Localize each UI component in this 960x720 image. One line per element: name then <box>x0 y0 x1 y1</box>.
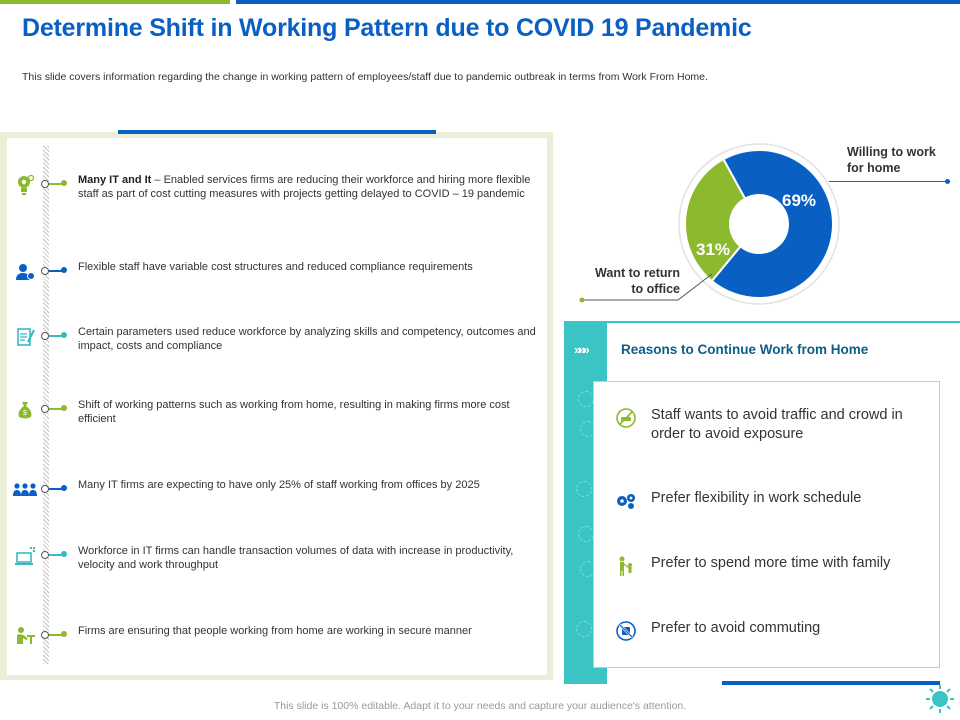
timeline-connector <box>49 335 65 337</box>
decorative-virus-icon <box>578 391 594 407</box>
list-item <box>7 544 547 584</box>
timeline-connector <box>49 183 65 185</box>
no-commute-icon <box>614 619 638 643</box>
chevrons-icon: »»» <box>574 342 587 357</box>
callout-office-line2: to office <box>631 282 680 296</box>
reason-text-line1: Staff wants to avoid traffic and crowd in <box>651 407 903 423</box>
list-item-bold: Many IT and It <box>78 174 152 186</box>
family-icon <box>614 554 638 578</box>
timeline-connector <box>49 554 65 556</box>
reason-text <box>651 406 931 444</box>
laptop-data-icon <box>13 544 37 568</box>
person-desk-icon <box>13 624 37 648</box>
list-item-text <box>78 173 538 201</box>
user-dollar-icon <box>13 260 37 284</box>
decorative-virus-icon <box>576 621 592 637</box>
timeline-dot <box>41 180 49 188</box>
reasons-top-line <box>607 321 960 323</box>
reasons-title: Reasons to Continue Work from Home <box>621 342 869 357</box>
no-car-icon <box>614 406 638 430</box>
donut-label-home: 69% <box>782 191 817 210</box>
list-item-text: Shift of working patterns such as working from home, resulting in making firms more cost efficient <box>78 399 510 425</box>
lightbulb-gear-icon <box>13 173 37 197</box>
page-title: Determine Shift in Working Pattern due to COVID 19 Pandemic <box>22 14 752 42</box>
callout-office-line1: Want to return <box>595 266 680 280</box>
list-item-text: Firms are ensuring that people working from home are working in secure manner <box>78 625 472 637</box>
timeline-dot <box>41 332 49 340</box>
reason-item <box>614 406 934 442</box>
document-pen-icon <box>13 325 37 349</box>
reason-item <box>614 489 934 525</box>
left-panel-accent <box>118 130 436 134</box>
list-item-text: Flexible staff have variable cost structures and reduced compliance requirements <box>78 261 473 273</box>
list-item-body: – Enabled services firms are reducing their workforce and hiring more flexible staff as part of cost cutting measures with projects getting delayed to COVID – 19 pandemic <box>78 174 531 200</box>
reason-text: Prefer to spend more time with family <box>651 555 891 571</box>
callout-home-dot <box>945 179 950 184</box>
decorative-virus-icon <box>578 526 594 542</box>
timeline-dot <box>41 405 49 413</box>
reason-text: Prefer flexibility in work schedule <box>651 490 862 506</box>
list-item <box>7 260 547 300</box>
svg-text:$: $ <box>23 410 27 417</box>
timeline-connector <box>49 270 65 272</box>
list-item-text: Certain parameters used reduce workforce by analyzing skills and competency, outcomes and impact, costs and compliance <box>78 326 536 352</box>
timeline-dot <box>41 551 49 559</box>
money-bag-icon <box>13 398 37 422</box>
callout-office-line <box>578 270 718 305</box>
callout-home <box>847 144 936 176</box>
list-item-text: Many IT firms are expecting to have only 25% of staff working from offices by 2025 <box>78 479 480 491</box>
gears-icon <box>614 489 638 513</box>
timeline-connector <box>49 634 65 636</box>
list-item-text: Workforce in IT firms can handle transaction volumes of data with increase in productivity, velocity and work throughput <box>78 545 514 571</box>
top-accent-green <box>0 0 230 4</box>
timeline-connector <box>49 408 65 410</box>
team-icon <box>13 478 37 502</box>
timeline-dot <box>41 631 49 639</box>
list-item <box>7 173 547 213</box>
page-subtitle: This slide covers information regarding the change in working pattern of employees/staff due to pandemic outbreak in terms from Work From Home. <box>22 71 708 83</box>
reason-item <box>614 619 934 655</box>
reason-text-line2: order to avoid exposure <box>651 426 804 442</box>
donut-label-office: 31% <box>696 240 731 259</box>
timeline-dot <box>41 267 49 275</box>
top-accent-blue <box>236 0 960 4</box>
list-item <box>7 325 547 365</box>
bottom-accent-blue <box>722 681 940 685</box>
callout-home-line1: Willing to work <box>847 145 936 159</box>
callout-home-line2: for home <box>847 161 901 175</box>
list-item <box>7 624 547 664</box>
list-item <box>7 478 547 518</box>
callout-home-line <box>829 181 947 182</box>
list-item <box>7 398 547 438</box>
timeline-connector <box>49 488 65 490</box>
decorative-virus-icon <box>576 481 592 497</box>
reason-text: Prefer to avoid commuting <box>651 620 821 636</box>
reason-item <box>614 554 934 590</box>
footer-note: This slide is 100% editable. Adapt it to your needs and capture your audience's attention. <box>273 700 687 712</box>
timeline-dot <box>41 485 49 493</box>
